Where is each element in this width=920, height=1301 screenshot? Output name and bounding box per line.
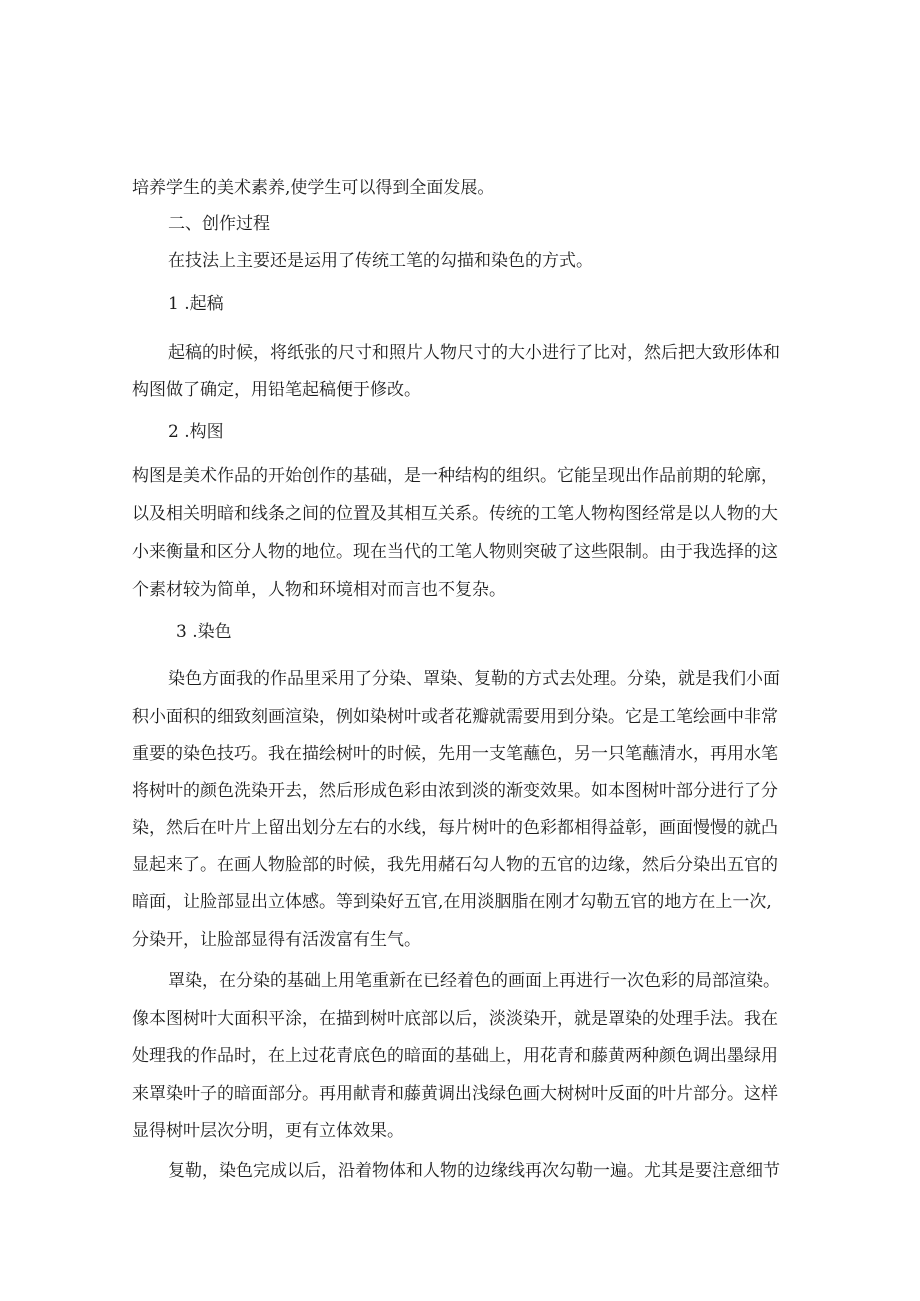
paragraph-line: 构图做了确定，用铅笔起稿便于修改。: [132, 380, 421, 400]
paragraph-line: 处理我的作品时，在上过花青底色的暗面的基础上，用花青和藤黄两种颜色调出墨绿用: [132, 1046, 778, 1066]
paragraph-line: 像本图树叶大面积平涂，在描到树叶底部以后，淡淡染开，就是罩染的处理手法。我在: [132, 1009, 778, 1029]
paragraph-line: 来罩染叶子的暗面部分。再用献青和藤黄调出浅绿色画大树树叶反面的叶片部分。这样: [132, 1084, 778, 1104]
subsection-heading-1: 1 .起稿: [168, 294, 224, 314]
paragraph-line: 以及相关明暗和线条之间的位置及其相互关系。传统的工笔人物构图经常是以人物的大: [132, 504, 778, 524]
paragraph-line: 罩染，在分染的基础上用笔重新在已经着色的画面上再进行一次色彩的局部渲染。: [168, 971, 780, 991]
paragraph-line: 分染开，让脸部显得有活泼富有生气。: [132, 930, 421, 950]
subsection-heading-2: 2 .构图: [168, 422, 224, 442]
paragraph-line: 小来衡量和区分人物的地位。现在当代的工笔人物则突破了这些限制。由于我选择的这: [132, 542, 778, 562]
paragraph-line: 复勒，染色完成以后，沿着物体和人物的边缘线再次勾勒一遍。尤其是要注意细节: [168, 1161, 780, 1181]
paragraph-line: 染，然后在叶片上留出划分左右的水线，每片树叶的色彩都相得益彰，画面慢慢的就凸: [132, 818, 778, 838]
paragraph-line: 染色方面我的作品里采用了分染、罩染、复勒的方式去处理。分染，就是我们小面: [168, 669, 780, 689]
paragraph-line: 重要的染色技巧。我在描绘树叶的时候，先用一支笔蘸色，另一只笔蘸清水，再用水笔: [132, 744, 778, 764]
paragraph-line: 显起来了。在画人物脸部的时候，我先用赭石勾人物的五官的边缘，然后分染出五官的: [132, 855, 778, 875]
paragraph-line: 将树叶的颜色洗染开去，然后形成色彩由浓到淡的渐变效果。如本图树叶部分进行了分: [132, 781, 778, 801]
paragraph-continuation: 培养学生的美术素养,使学生可以得到全面发展。: [132, 178, 495, 198]
paragraph-line: 暗面，让脸部显出立体感。等到染好五官,在用淡胭脂在刚才勾勒五官的地方在上一次,: [132, 892, 772, 912]
paragraph-line: 显得树叶层次分明，更有立体效果。: [132, 1121, 404, 1141]
section-heading: 二、创作过程: [168, 214, 270, 234]
paragraph-line: 起稿的时候，将纸张的尺寸和照片人物尺寸的大小进行了比对，然后把大致形体和: [168, 343, 780, 363]
subsection-heading-3: 3 .染色: [176, 622, 232, 642]
paragraph-intro: 在技法上主要还是运用了传统工笔的勾描和染色的方式。: [168, 251, 593, 271]
paragraph-line: 个素材较为简单，人物和环境相对而言也不复杂。: [132, 580, 506, 600]
paragraph-line: 构图是美术作品的开始创作的基础，是一种结构的组织。它能呈现出作品前期的轮廓，: [132, 466, 778, 486]
paragraph-line: 积小面积的细致刻画渲染，例如染树叶或者花瓣就需要用到分染。它是工笔绘画中非常: [132, 707, 778, 727]
